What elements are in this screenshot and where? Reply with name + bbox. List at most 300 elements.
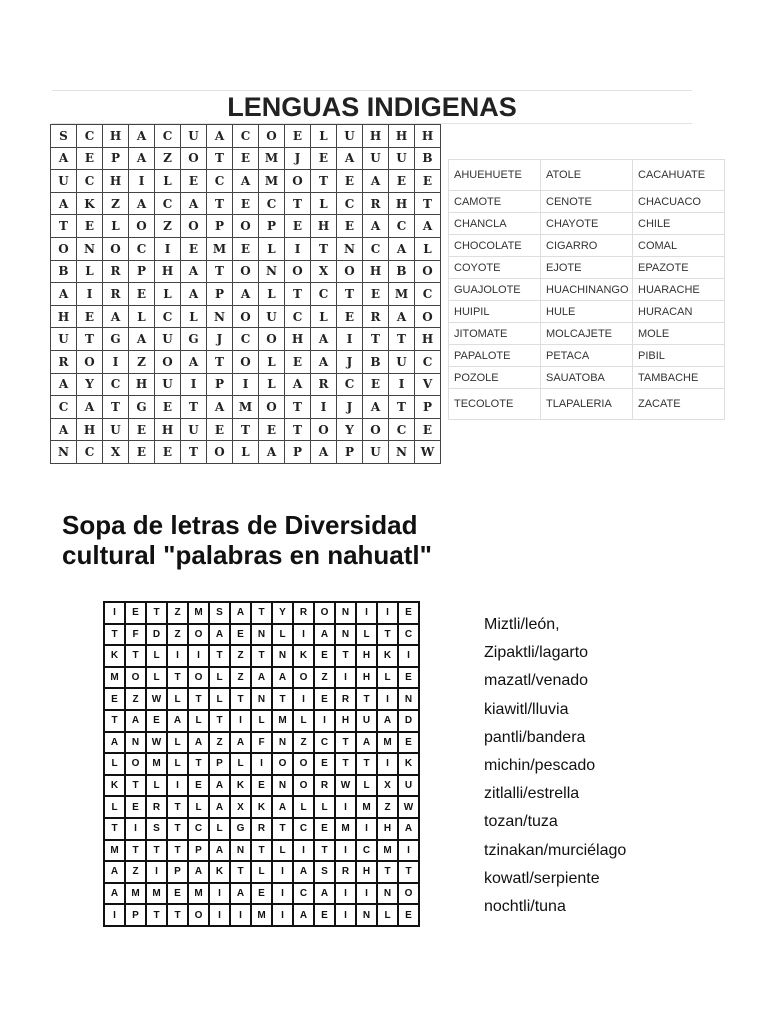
- grid-cell: O: [233, 306, 259, 329]
- word-list-item: zitlalli/estrella: [484, 785, 580, 803]
- word-cell: HUIPIL: [449, 301, 541, 323]
- grid-cell: I: [103, 351, 129, 374]
- grid-cell: I: [189, 646, 210, 668]
- grid-cell: I: [294, 689, 315, 711]
- grid-cell: K: [378, 646, 399, 668]
- grid-cell: I: [126, 819, 147, 841]
- grid-cell: A: [207, 396, 233, 419]
- grid-cell: T: [363, 328, 389, 351]
- word-cell: POZOLE: [449, 367, 541, 389]
- word-cell: EJOTE: [541, 257, 633, 279]
- grid-cell: M: [105, 841, 126, 863]
- grid-cell: E: [363, 374, 389, 397]
- grid-cell: T: [357, 689, 378, 711]
- grid-cell: P: [103, 148, 129, 171]
- grid-cell: N: [273, 646, 294, 668]
- grid-cell: U: [363, 148, 389, 171]
- grid-cell: E: [189, 776, 210, 798]
- grid-cell: M: [252, 905, 273, 927]
- grid-cell: I: [105, 905, 126, 927]
- grid-cell: A: [231, 884, 252, 906]
- grid-cell: T: [252, 603, 273, 625]
- grid-cell: H: [389, 193, 415, 216]
- grid-cell: L: [189, 711, 210, 733]
- grid-cell: E: [77, 148, 103, 171]
- grid-cell: E: [155, 396, 181, 419]
- grid-cell: I: [181, 374, 207, 397]
- grid-cell: E: [315, 646, 336, 668]
- grid-cell: M: [126, 884, 147, 906]
- grid-cell: L: [105, 797, 126, 819]
- grid-cell: A: [51, 374, 77, 397]
- grid-cell: I: [399, 646, 420, 668]
- grid-cell: A: [126, 711, 147, 733]
- grid-cell: R: [252, 819, 273, 841]
- grid-cell: I: [336, 884, 357, 906]
- grid-cell: L: [233, 441, 259, 464]
- grid-cell: Y: [77, 374, 103, 397]
- grid-cell: M: [147, 754, 168, 776]
- grid-cell: A: [210, 625, 231, 647]
- grid-cell: H: [103, 170, 129, 193]
- grid-cell: I: [399, 841, 420, 863]
- grid-cell: T: [233, 419, 259, 442]
- grid-cell: A: [311, 351, 337, 374]
- grid-cell: R: [51, 351, 77, 374]
- grid-cell: O: [311, 419, 337, 442]
- grid-cell: H: [415, 328, 441, 351]
- grid-cell: T: [126, 841, 147, 863]
- word-row: [449, 323, 725, 345]
- grid-cell: Z: [378, 797, 399, 819]
- word-cell: HURACAN: [633, 301, 725, 323]
- grid-cell: I: [357, 819, 378, 841]
- grid-cell: E: [77, 215, 103, 238]
- grid-cell: I: [336, 905, 357, 927]
- grid-cell: Z: [126, 862, 147, 884]
- grid-cell: E: [105, 689, 126, 711]
- grid-cell: Z: [126, 689, 147, 711]
- grid-cell: A: [210, 841, 231, 863]
- grid-cell: O: [285, 261, 311, 284]
- grid-cell: L: [103, 215, 129, 238]
- grid-cell: L: [273, 625, 294, 647]
- grid-cell: R: [311, 374, 337, 397]
- grid-cell: C: [357, 841, 378, 863]
- word-cell: GUAJOLOTE: [449, 279, 541, 301]
- grid-cell: L: [155, 170, 181, 193]
- grid-cell: O: [51, 238, 77, 261]
- grid-cell: T: [252, 646, 273, 668]
- grid-cell: L: [168, 733, 189, 755]
- grid-cell: E: [337, 215, 363, 238]
- grid-cell: E: [315, 819, 336, 841]
- grid-cell: N: [259, 261, 285, 284]
- grid-cell: H: [357, 646, 378, 668]
- grid-cell: I: [285, 238, 311, 261]
- grid-cell: L: [315, 797, 336, 819]
- grid-cell: N: [389, 441, 415, 464]
- word-cell: PIBIL: [633, 345, 725, 367]
- grid-cell: I: [147, 862, 168, 884]
- grid-cell: H: [103, 125, 129, 148]
- grid-cell: S: [210, 603, 231, 625]
- grid-cell: G: [103, 328, 129, 351]
- grid-cell: L: [189, 797, 210, 819]
- grid-cell: C: [155, 193, 181, 216]
- grid-cell: T: [105, 625, 126, 647]
- word-cell: ATOLE: [541, 160, 633, 191]
- grid-cell: E: [285, 215, 311, 238]
- grid-cell: N: [231, 841, 252, 863]
- grid-cell: A: [181, 261, 207, 284]
- grid-cell: I: [105, 603, 126, 625]
- grid-cell: Z: [129, 351, 155, 374]
- grid-cell: T: [207, 261, 233, 284]
- grid-cell: L: [168, 754, 189, 776]
- grid-cell: T: [77, 328, 103, 351]
- grid-cell: N: [51, 441, 77, 464]
- grid-cell: K: [294, 646, 315, 668]
- grid-cell: T: [231, 689, 252, 711]
- grid-cell: G: [129, 396, 155, 419]
- grid-cell: L: [357, 625, 378, 647]
- grid-cell: W: [399, 797, 420, 819]
- word-cell: PAPALOTE: [449, 345, 541, 367]
- grid-cell: M: [389, 283, 415, 306]
- grid-cell: O: [273, 754, 294, 776]
- grid-cell: I: [155, 238, 181, 261]
- grid-cell: A: [311, 441, 337, 464]
- grid-cell: M: [147, 884, 168, 906]
- grid-cell: I: [273, 862, 294, 884]
- grid-cell: L: [259, 351, 285, 374]
- word-cell: TECOLOTE: [449, 389, 541, 420]
- grid-cell: X: [311, 261, 337, 284]
- grid-cell: I: [311, 396, 337, 419]
- grid-cell: U: [389, 351, 415, 374]
- grid-cell: L: [415, 238, 441, 261]
- grid-cell: T: [105, 711, 126, 733]
- grid-cell: W: [147, 689, 168, 711]
- word-cell: COYOTE: [449, 257, 541, 279]
- grid-cell: E: [399, 603, 420, 625]
- grid-cell: A: [231, 603, 252, 625]
- grid-cell: O: [103, 238, 129, 261]
- grid-cell: K: [77, 193, 103, 216]
- grid-cell: U: [399, 776, 420, 798]
- grid-cell: T: [378, 625, 399, 647]
- grid-cell: H: [336, 711, 357, 733]
- grid-cell: L: [259, 374, 285, 397]
- word-list-item: Miztli/león,: [484, 616, 560, 633]
- word-row: [449, 345, 725, 367]
- grid-cell: G: [231, 819, 252, 841]
- grid-cell: E: [168, 884, 189, 906]
- grid-cell: L: [129, 306, 155, 329]
- grid-cell: I: [168, 776, 189, 798]
- grid-cell: L: [311, 306, 337, 329]
- grid-cell: N: [252, 689, 273, 711]
- grid-cell: X: [231, 797, 252, 819]
- grid-cell: A: [189, 733, 210, 755]
- grid-cell: E: [181, 238, 207, 261]
- grid-cell: L: [259, 238, 285, 261]
- grid-cell: O: [126, 754, 147, 776]
- grid-cell: M: [189, 884, 210, 906]
- grid-cell: S: [315, 862, 336, 884]
- grid-cell: U: [357, 711, 378, 733]
- grid-cell: L: [378, 905, 399, 927]
- word-cell: MOLCAJETE: [541, 323, 633, 345]
- grid-cell: P: [207, 283, 233, 306]
- grid-cell: U: [389, 148, 415, 171]
- grid-cell: A: [181, 351, 207, 374]
- grid-cell: T: [399, 862, 420, 884]
- word-row: [449, 279, 725, 301]
- word-row: [449, 301, 725, 323]
- grid-cell: P: [259, 215, 285, 238]
- grid-cell: I: [129, 170, 155, 193]
- grid-cell: U: [363, 441, 389, 464]
- grid-cell: O: [259, 328, 285, 351]
- grid-cell: A: [105, 862, 126, 884]
- grid-cell: C: [311, 283, 337, 306]
- word-cell: AHUEHUETE: [449, 160, 541, 191]
- grid-cell: Z: [294, 733, 315, 755]
- grid-cell: H: [129, 374, 155, 397]
- grid-cell: C: [129, 238, 155, 261]
- grid-cell: A: [51, 193, 77, 216]
- grid-cell: L: [168, 689, 189, 711]
- grid-cell: A: [233, 170, 259, 193]
- grid-cell: L: [155, 283, 181, 306]
- grid-cell: T: [103, 396, 129, 419]
- grid-cell: L: [259, 283, 285, 306]
- grid-cell: T: [285, 396, 311, 419]
- grid-cell: Z: [168, 603, 189, 625]
- grid-cell: E: [147, 711, 168, 733]
- grid-cell: C: [337, 193, 363, 216]
- grid-cell: N: [357, 905, 378, 927]
- grid-cell: L: [105, 754, 126, 776]
- grid-cell: H: [378, 819, 399, 841]
- grid-cell: H: [415, 125, 441, 148]
- grid-cell: A: [105, 884, 126, 906]
- word-cell: CHACUACO: [633, 191, 725, 213]
- grid-cell: I: [77, 283, 103, 306]
- grid-cell: R: [363, 193, 389, 216]
- grid-cell: F: [252, 733, 273, 755]
- grid-cell: W: [415, 441, 441, 464]
- grid-cell: T: [273, 819, 294, 841]
- grid-cell: N: [399, 689, 420, 711]
- grid-cell: A: [273, 668, 294, 690]
- grid-cell: A: [168, 711, 189, 733]
- grid-cell: L: [77, 261, 103, 284]
- grid-cell: O: [363, 419, 389, 442]
- grid-cell: M: [189, 603, 210, 625]
- grid-cell: O: [294, 668, 315, 690]
- grid-cell: A: [210, 776, 231, 798]
- grid-cell: E: [129, 419, 155, 442]
- grid-cell: L: [252, 711, 273, 733]
- grid-cell: E: [207, 419, 233, 442]
- grid-cell: M: [378, 841, 399, 863]
- word-cell: HUACHINANGO: [541, 279, 633, 301]
- grid-cell: L: [357, 776, 378, 798]
- word-cell: PETACA: [541, 345, 633, 367]
- grid-cell: C: [415, 283, 441, 306]
- grid-cell: L: [294, 711, 315, 733]
- grid-cell: J: [337, 396, 363, 419]
- grid-cell: E: [129, 441, 155, 464]
- grid-cell: T: [337, 283, 363, 306]
- grid-cell: O: [259, 396, 285, 419]
- grid-cell: E: [129, 283, 155, 306]
- word-row: [449, 389, 725, 420]
- grid-cell: E: [126, 603, 147, 625]
- grid-cell: N: [336, 603, 357, 625]
- grid-cell: A: [129, 193, 155, 216]
- grid-cell: T: [378, 862, 399, 884]
- grid-cell: A: [129, 328, 155, 351]
- grid-cell: H: [77, 419, 103, 442]
- grid-cell: L: [210, 668, 231, 690]
- grid-cell: Z: [155, 148, 181, 171]
- grid-cell: A: [294, 862, 315, 884]
- grid-cell: N: [126, 733, 147, 755]
- grid-cell: E: [315, 754, 336, 776]
- word-row: [449, 367, 725, 389]
- word-cell: CHOCOLATE: [449, 235, 541, 257]
- grid-cell: N: [273, 776, 294, 798]
- grid-cell: C: [389, 419, 415, 442]
- grid-cell: T: [231, 862, 252, 884]
- grid-cell: I: [168, 646, 189, 668]
- word-list-item: michin/pescado: [484, 757, 596, 775]
- grid-cell: O: [415, 306, 441, 329]
- grid-cell: B: [415, 148, 441, 171]
- grid-cell: H: [357, 862, 378, 884]
- grid-cell: C: [399, 625, 420, 647]
- grid-cell: L: [147, 646, 168, 668]
- grid-cell: U: [181, 419, 207, 442]
- word-cell: CHILE: [633, 213, 725, 235]
- word-cell: TLAPALERIA: [541, 389, 633, 420]
- grid-cell: H: [311, 215, 337, 238]
- grid-cell: E: [337, 170, 363, 193]
- grid-cell: X: [103, 441, 129, 464]
- grid-cell: I: [389, 374, 415, 397]
- puzzle1-letter-grid: [50, 124, 441, 464]
- grid-cell: A: [363, 170, 389, 193]
- grid-cell: R: [103, 283, 129, 306]
- grid-cell: A: [315, 625, 336, 647]
- word-cell: TAMBACHE: [633, 367, 725, 389]
- grid-cell: Z: [155, 215, 181, 238]
- grid-cell: T: [336, 733, 357, 755]
- grid-cell: O: [233, 351, 259, 374]
- grid-cell: E: [415, 170, 441, 193]
- grid-cell: T: [336, 646, 357, 668]
- grid-cell: T: [285, 193, 311, 216]
- grid-cell: A: [181, 193, 207, 216]
- grid-cell: K: [399, 754, 420, 776]
- grid-cell: C: [337, 374, 363, 397]
- grid-cell: H: [363, 261, 389, 284]
- grid-cell: M: [207, 238, 233, 261]
- grid-cell: P: [126, 905, 147, 927]
- grid-cell: O: [181, 215, 207, 238]
- grid-cell: O: [294, 776, 315, 798]
- grid-cell: R: [147, 797, 168, 819]
- grid-cell: T: [126, 776, 147, 798]
- grid-cell: J: [337, 351, 363, 374]
- grid-cell: R: [294, 603, 315, 625]
- word-row: [449, 257, 725, 279]
- grid-cell: M: [259, 148, 285, 171]
- word-cell: MOLE: [633, 323, 725, 345]
- grid-cell: L: [294, 797, 315, 819]
- grid-cell: E: [155, 441, 181, 464]
- grid-cell: T: [336, 754, 357, 776]
- word-cell: CHAYOTE: [541, 213, 633, 235]
- grid-cell: Y: [337, 419, 363, 442]
- grid-cell: E: [181, 170, 207, 193]
- grid-cell: P: [210, 754, 231, 776]
- puzzle2-word-list: [484, 611, 626, 921]
- grid-cell: E: [337, 306, 363, 329]
- grid-cell: C: [189, 819, 210, 841]
- grid-cell: O: [189, 668, 210, 690]
- grid-cell: A: [210, 797, 231, 819]
- puzzle1-title: LENGUAS INDIGENAS: [52, 90, 692, 124]
- grid-cell: T: [315, 841, 336, 863]
- grid-cell: O: [294, 754, 315, 776]
- grid-cell: I: [378, 689, 399, 711]
- grid-cell: S: [51, 125, 77, 148]
- word-list-item: Zipaktli/lagarto: [484, 644, 589, 662]
- grid-cell: W: [336, 776, 357, 798]
- grid-cell: T: [207, 193, 233, 216]
- grid-cell: T: [181, 441, 207, 464]
- grid-cell: A: [51, 283, 77, 306]
- grid-cell: Z: [231, 646, 252, 668]
- grid-cell: S: [147, 819, 168, 841]
- grid-cell: T: [51, 215, 77, 238]
- grid-cell: A: [207, 125, 233, 148]
- grid-cell: T: [311, 238, 337, 261]
- grid-cell: C: [155, 125, 181, 148]
- word-cell: JITOMATE: [449, 323, 541, 345]
- grid-cell: P: [207, 215, 233, 238]
- grid-cell: E: [389, 170, 415, 193]
- grid-cell: T: [311, 170, 337, 193]
- grid-cell: T: [285, 283, 311, 306]
- grid-cell: T: [189, 689, 210, 711]
- grid-cell: A: [363, 215, 389, 238]
- grid-cell: L: [181, 306, 207, 329]
- word-list-item: kowatl/serpiente: [484, 869, 600, 887]
- grid-cell: C: [363, 238, 389, 261]
- grid-cell: A: [259, 441, 285, 464]
- grid-cell: B: [51, 261, 77, 284]
- grid-cell: L: [252, 862, 273, 884]
- grid-cell: A: [189, 862, 210, 884]
- grid-cell: A: [337, 148, 363, 171]
- grid-cell: T: [105, 819, 126, 841]
